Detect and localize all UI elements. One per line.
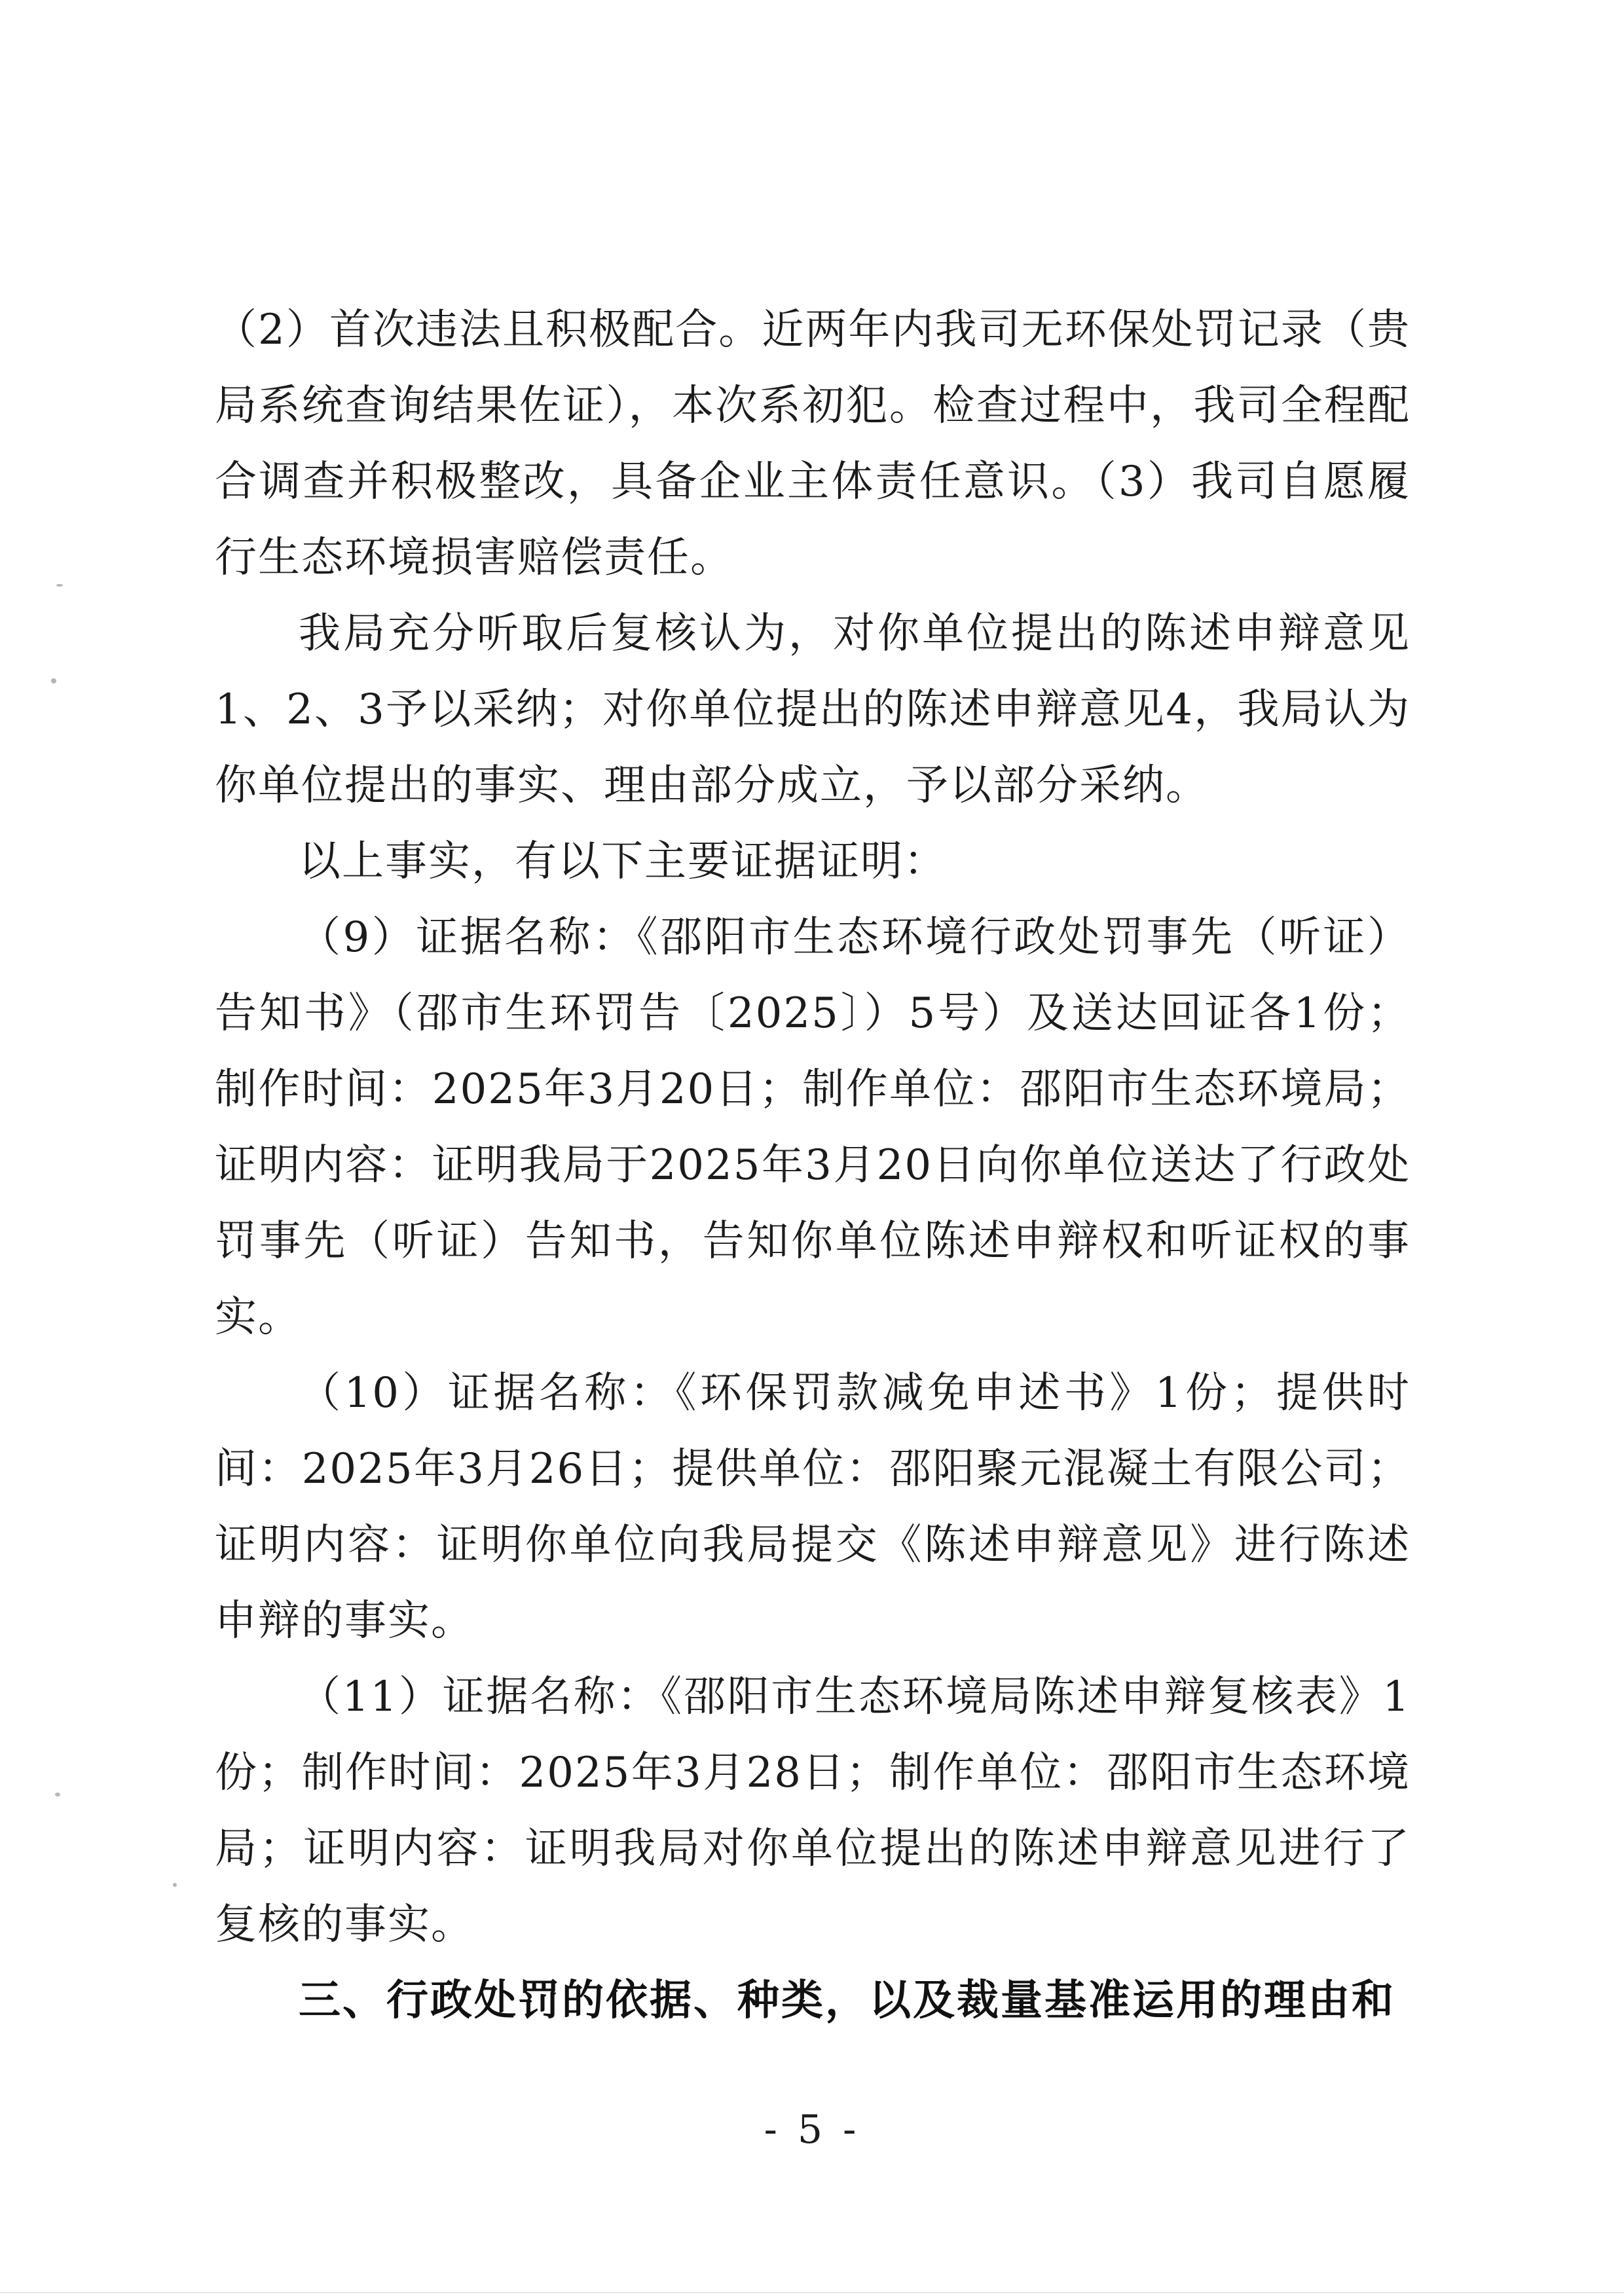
- scan-speck: [56, 584, 63, 587]
- paragraph-evidence-intro: 以上事实，有以下主要证据证明：: [299, 837, 947, 886]
- scan-bottom-edge: [0, 2292, 1624, 2293]
- section-heading: 三、行政处罚的依据、种类，以及裁量基准运用的理由和: [299, 1977, 1395, 2025]
- paragraph-evidence-11: （11）证据名称：《邵阳市生态环境局陈述申辩复核表》1份；制作时间：2025年3月28日；制作单位：邵阳市生态环境局；证明内容：证明我局对你单位提出的陈述申辩意见进行了复核的事实。: [215, 1673, 1411, 1949]
- paragraph-evidence-9: （9）证据名称：《邵阳市生态环境行政处罚事先（听证）告知书》（邵市生环罚告〔2025〕）5号）及送达回证各1份；制作时间：2025年3月20日；制作单位：邵阳市生态环境局；证明内容：证明我局于2025年3月20日向你单位送达了行政处罚事先（听证）告知书，告知你单位陈述申辩权和听证权的事实。: [215, 913, 1411, 1341]
- scan-speck: [55, 1793, 60, 1796]
- paragraph-evidence-10: （10）证据名称：《环保罚款减免申述书》1份；提供时间：2025年3月26日；提供单位：邵阳聚元混凝土有限公司；证明内容：证明你单位向我局提交《陈述申辩意见》进行陈述申辩的事实。: [215, 1369, 1411, 1645]
- paragraph-statement-continuation: （2）首次违法且积极配合。近两年内我司无环保处罚记录（贵局系统查询结果佐证），本次系初犯。检查过程中，我司全程配合调查并积极整改，具备企业主体责任意识。（3）我司自愿履行生态环境损害赔偿责任。: [215, 306, 1411, 582]
- scan-speck: [173, 1883, 177, 1887]
- scan-speck: [51, 678, 56, 683]
- page-number: - 5 -: [764, 2107, 860, 2153]
- paragraph-review-conclusion: 我局充分听取后复核认为，对你单位提出的陈述申辩意见1、2、3予以采纳；对你单位提出的陈述申辩意见4，我局认为你单位提出的事实、理由部分成立，予以部分采纳。: [215, 610, 1411, 810]
- document-body: [215, 292, 1411, 2039]
